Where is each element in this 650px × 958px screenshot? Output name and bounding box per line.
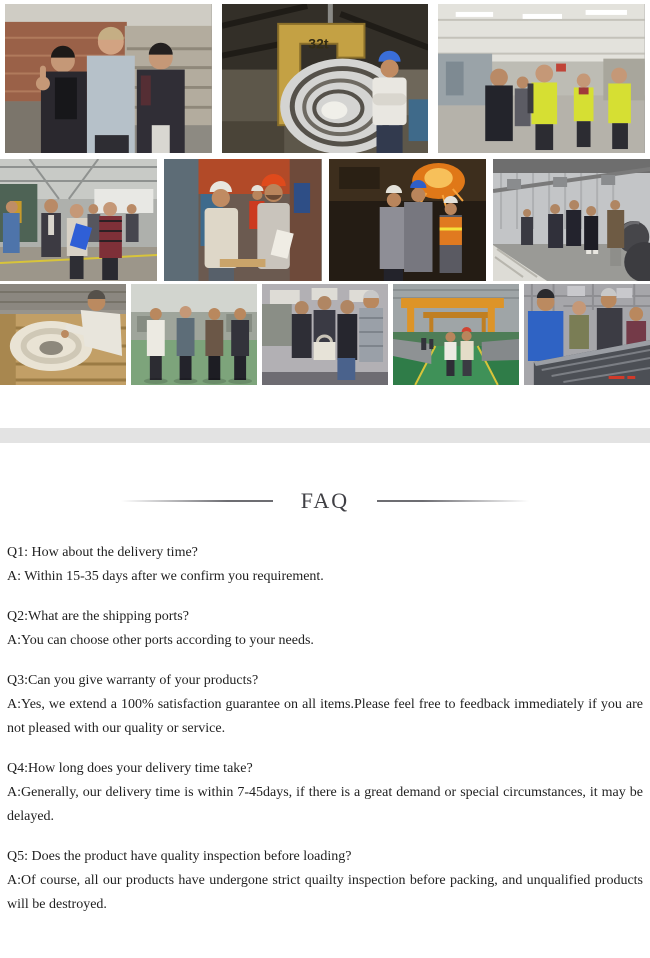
photo-engineers-hardhat-discussion	[164, 159, 321, 281]
faq-list	[7, 541, 643, 917]
gallery-row-bottom	[0, 284, 650, 385]
photo-team-lineup	[131, 284, 257, 385]
coil-crate-illustration	[0, 284, 126, 385]
workshop-tour-illustration	[0, 159, 157, 281]
demo-group-illustration	[262, 284, 388, 385]
faq-question: Q2:What are the shipping ports?	[7, 609, 189, 624]
faq-answer: A: Within 15-35 days after we confirm you requirement.	[7, 569, 324, 584]
heading-rule-left	[121, 500, 273, 502]
faq-item	[7, 605, 643, 653]
faq-answer: A:Yes, we extend a 100% satisfaction guarantee on all items.Please feel free to feedback immediately if you are not pleased with our quality or service.	[7, 697, 643, 736]
faq-title: FAQ	[300, 488, 350, 513]
hook-capacity-label: 32t	[307, 35, 329, 52]
factory-visit-illustration	[438, 4, 645, 153]
photo-factory-visitors-safety-vests	[438, 4, 645, 153]
faq-item	[7, 669, 643, 741]
warehouse-walk-illustration	[493, 159, 650, 281]
faq-item	[7, 757, 643, 829]
faq-question: Q4:How long does your delivery time take?	[7, 761, 253, 776]
photo-workshop-tour-group	[0, 159, 157, 281]
faq-answer: A:You can choose other ports according to your needs.	[7, 633, 314, 648]
heading-rule-right	[377, 500, 529, 502]
photo-foundry-inspection	[329, 159, 486, 281]
gallery-row-top	[0, 4, 650, 153]
engineers-illustration	[164, 159, 321, 281]
faq-question: Q3:Can you give warranty of your products?	[7, 673, 259, 688]
gantry-crane-illustration	[393, 284, 519, 385]
faq-heading	[7, 485, 643, 517]
faq-question: Q1: How about the delivery time?	[7, 545, 198, 560]
foundry-illustration	[329, 159, 486, 281]
photo-coil-crate-inspection	[0, 284, 126, 385]
gallery-row-middle	[0, 159, 650, 281]
team-lineup-illustration	[131, 284, 257, 385]
faq-item	[7, 845, 643, 917]
photo-product-demonstration-group	[262, 284, 388, 385]
sheet-inspection-illustration	[524, 284, 650, 385]
photo-team-group-thumbs-up	[5, 4, 212, 153]
photo-steel-sheet-inspection	[524, 284, 650, 385]
coil-hook-illustration	[222, 4, 429, 153]
section-divider-bar	[0, 428, 650, 443]
faq-question: Q5: Does the product have quality inspection before loading?	[7, 849, 352, 864]
faq-item	[7, 541, 643, 589]
photo-gantry-crane-green-floor	[393, 284, 519, 385]
photo-gallery	[0, 0, 650, 385]
faq-answer: A:Of course, all our products have undergone strict quailty inspection before packing, and unqualified products will be destroyed.	[7, 873, 643, 912]
faq-answer: A:Generally, our delivery time is within 7-45days, if there is a great demand or special circumstances, it may be delayed.	[7, 785, 643, 824]
photo-steel-warehouse-walkthrough	[493, 159, 650, 281]
team-group-illustration	[5, 4, 212, 153]
photo-steel-coil-crane-hook	[222, 4, 429, 153]
faq-section	[0, 485, 650, 917]
